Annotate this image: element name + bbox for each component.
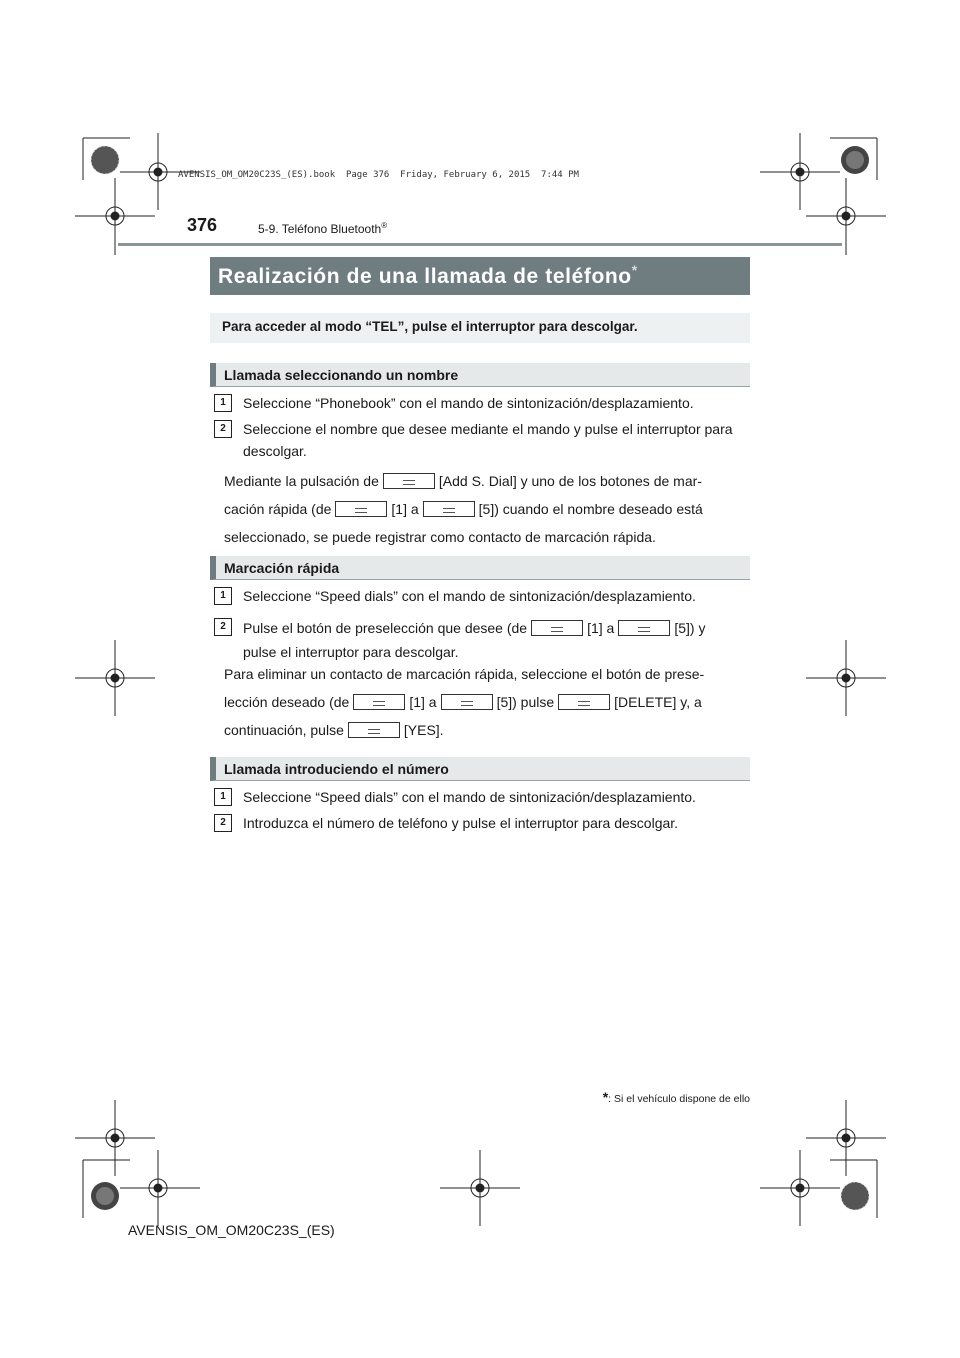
note-text: continuación, pulse [224,722,344,738]
note-text: [YES]. [403,722,444,738]
step-text-part: pulse el interruptor para descolgar. [243,644,459,660]
step-badge: 1 [214,394,232,412]
section-label-text: 5-9. Teléfono Bluetooth [258,222,382,236]
step-text: Introduzca el número de teléfono y pulse el interruptor para descolgar. [243,815,679,831]
step-text [243,616,750,664]
step-text: Seleccione “Speed dials” con el mando de sintonización/desplazamiento. [243,588,696,604]
step-text-part: [1] a [587,620,615,636]
step-text: Seleccione el nombre que desee mediante el mando y pulse el interruptor para descolgar. [243,421,733,459]
step-badge: 2 [214,420,232,438]
registration-mark-bottom-left [75,1100,200,1226]
button-icon [531,620,583,636]
page-title [218,262,638,289]
starburst-mark-top-right [841,146,869,174]
note-add-speed-dial [224,467,750,551]
registration-mark-mid-right [806,640,886,716]
note-text: Mediante la pulsación de [224,473,379,489]
button-icon [423,501,475,517]
button-icon [383,473,435,489]
note-text: cación rápida (de [224,501,332,517]
subhead-text: Marcación rápida [224,560,340,576]
step-badge: 1 [214,788,232,806]
book-info: AVENSIS_OM_OM20C23S_(ES).book Page 376 Friday, February 6, 2015 7:44 PM [178,170,579,180]
section-label [258,221,387,236]
note-text: seleccionado, se puede registrar como contacto de marcación rápida. [224,529,656,545]
starburst-mark-bottom-right [841,1182,869,1210]
step-badge: 2 [214,814,232,832]
title-asterisk: * [631,262,638,278]
note-text: lección deseado (de [224,694,350,710]
registered-mark: ® [381,221,388,230]
subhead-text: Llamada introduciendo el número [224,761,449,777]
note-text: [5]) pulse [496,694,555,710]
note-text: [1] a [391,501,419,517]
note-text: Para eliminar un contacto de marcación rápida, seleccione el botón de prese- [224,666,705,682]
button-icon [353,694,405,710]
step-badge: 1 [214,587,232,605]
registration-mark-top-right [760,133,886,255]
step-text: Seleccione “Speed dials” con el mando de sintonización/desplazamiento. [243,789,696,805]
registration-mark-bottom-right [760,1100,886,1226]
note-text: [5]) cuando el nombre deseado está [478,501,703,517]
button-icon [348,722,400,738]
footnote [560,1089,750,1105]
button-icon [558,694,610,710]
page-title-text: Realización de una llamada de teléfono [218,265,632,288]
step-text-part: [5]) y [674,620,706,636]
step-text: Seleccione “Phonebook” con el mando de sintonización/desplazamiento. [243,395,694,411]
note-delete-speed-dial [224,660,750,744]
subhead-text: Llamada seleccionando un nombre [224,367,459,383]
button-icon [441,694,493,710]
registration-mark-bottom-center [440,1150,520,1226]
button-icon [618,620,670,636]
subhead-call-by-number [210,757,750,781]
starburst-mark-bottom-left [91,1182,119,1210]
intro-text: Para acceder al modo “TEL”, pulse el interruptor para descolgar. [222,319,638,334]
note-text: [Add S. Dial] y uno de los botones de mar- [438,473,702,489]
intro-box [210,313,750,343]
note-text: [1] a [409,694,437,710]
header-rule [118,243,842,246]
registration-mark-mid-left [75,640,155,716]
starburst-mark-top-left [91,146,119,174]
subhead-call-by-name [210,363,750,387]
subhead-speed-dial [210,556,750,580]
step-text-part: Pulse el botón de preselección que desee (de [243,620,528,636]
page-number: 376 [187,215,218,235]
note-text: [DELETE] y, a [614,694,702,710]
title-bar [210,257,750,295]
footnote-asterisk: * [602,1089,609,1105]
step-badge: 2 [214,618,232,636]
button-icon [335,501,387,517]
footer-doc-code: AVENSIS_OM_OM20C23S_(ES) [128,1222,335,1238]
footnote-text: : Si el vehículo dispone de ello [608,1093,750,1105]
